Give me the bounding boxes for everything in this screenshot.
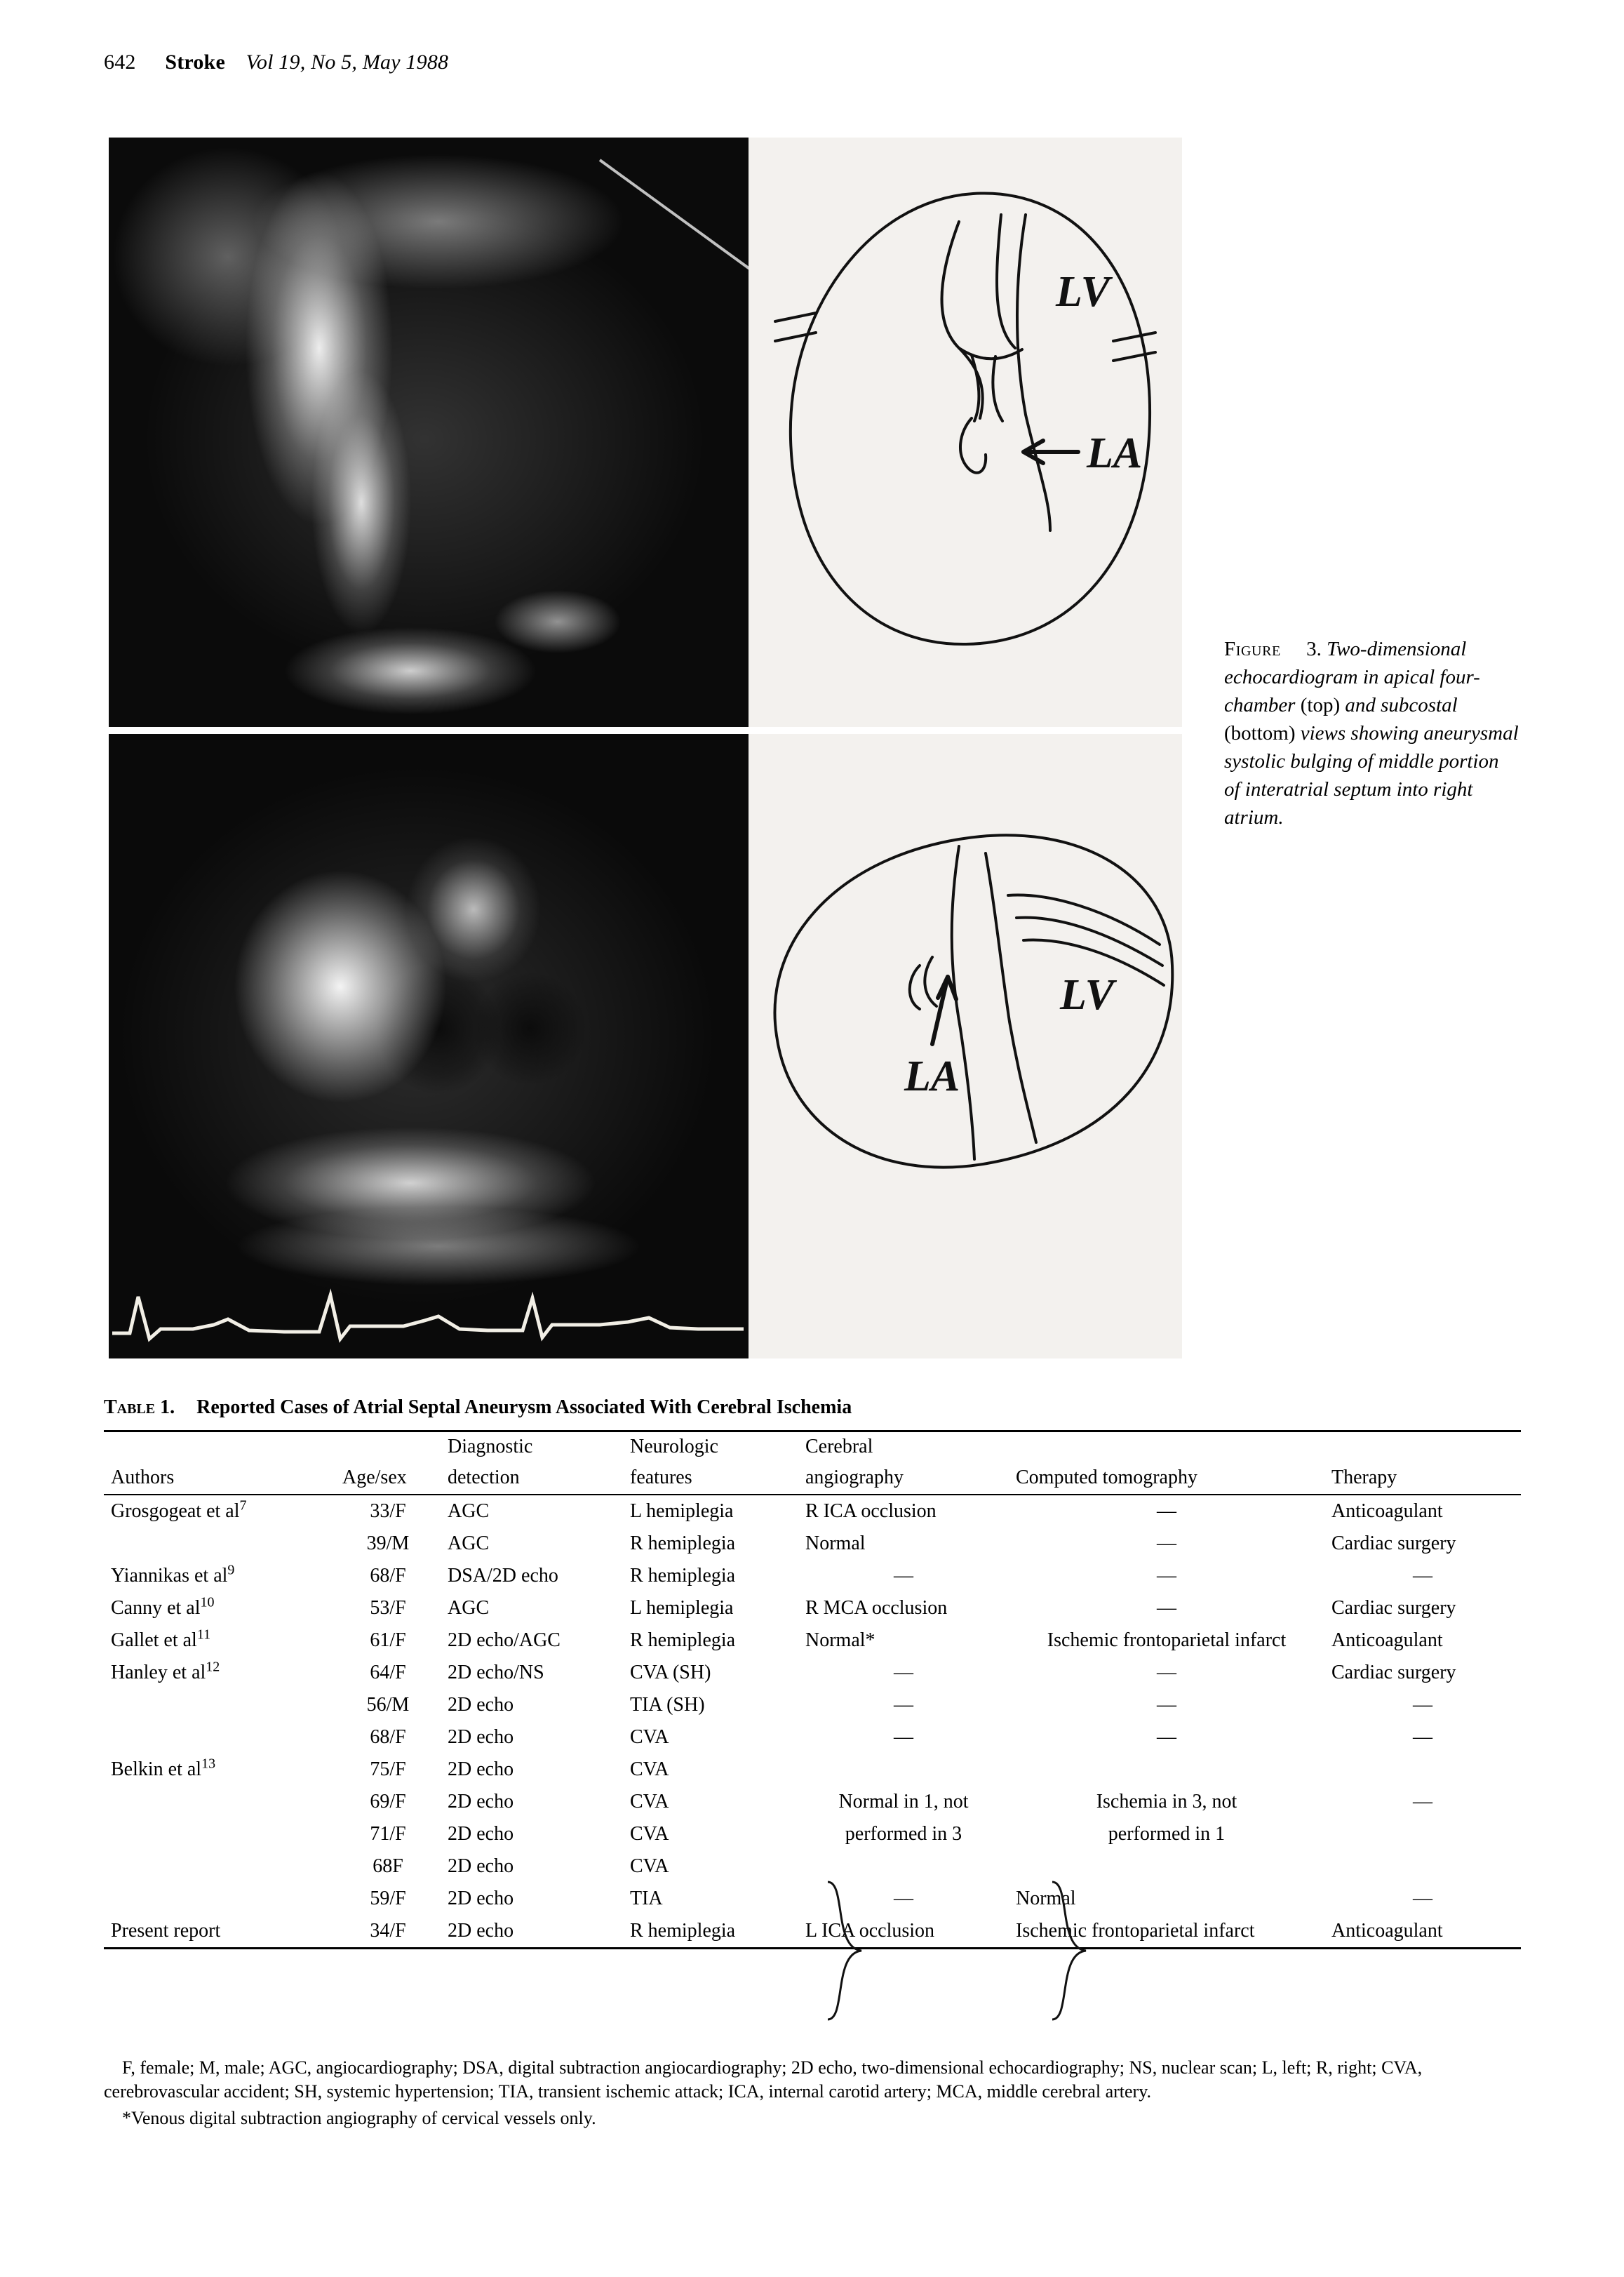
table-row xyxy=(104,1592,1521,1624)
cell-authors-text: Present report xyxy=(111,1920,221,1942)
figure-caption-bottom: (bottom) xyxy=(1224,722,1296,744)
cell-therapy: — xyxy=(1413,1694,1432,1716)
table-title-text: Reported Cases of Atrial Septal Aneurysm Associated With Cerebral Ischemia xyxy=(196,1396,852,1418)
th-spacer-ct xyxy=(1009,1431,1324,1464)
cell-authors xyxy=(104,1560,335,1592)
cell-therapy: — xyxy=(1413,1726,1432,1748)
th-neurologic-line1: Neurologic xyxy=(623,1431,798,1464)
cell-agesex: 53/F xyxy=(370,1597,406,1619)
ultrasound-speckle-texture-bottom xyxy=(109,734,749,1358)
cell-angio: Normal xyxy=(805,1533,866,1554)
th-cerebral-line2: angiography xyxy=(798,1463,1009,1495)
table-label: Table 1. xyxy=(104,1396,175,1418)
table-row xyxy=(104,1624,1521,1657)
cell-agesex: 68/F xyxy=(370,1565,406,1587)
th-neurologic-line2: features xyxy=(623,1463,798,1495)
cell-diagnostic: AGC xyxy=(448,1597,490,1619)
th-agesex: Age/sex xyxy=(335,1463,441,1495)
diagram-label-la-top: LA xyxy=(1087,429,1143,477)
cell-therapy: — xyxy=(1413,1791,1432,1812)
table-footnotes xyxy=(104,2056,1522,2130)
cell-agesex: 71/F xyxy=(370,1823,406,1845)
cell-therapy xyxy=(1324,1754,1521,1786)
table-row xyxy=(104,1786,1521,1818)
cell-angio: Normal* xyxy=(805,1629,875,1651)
th-authors: Authors xyxy=(104,1463,335,1495)
figure-panel-top xyxy=(109,138,1182,727)
table-row xyxy=(104,1754,1521,1786)
echocardiogram-subcostal xyxy=(109,734,749,1358)
cell-authors xyxy=(104,1818,335,1850)
cell-agesex: 68/F xyxy=(370,1726,406,1748)
cell-authors-text: Belkin et al xyxy=(111,1758,202,1780)
th-therapy: Therapy xyxy=(1324,1463,1521,1495)
cell-therapy xyxy=(1324,1850,1521,1883)
heart-diagram-subcostal-svg xyxy=(749,734,1182,1358)
cell-authors xyxy=(104,1915,335,1949)
cell-ct: — xyxy=(1157,1565,1176,1587)
cell-authors xyxy=(104,1689,335,1721)
cell-ct: — xyxy=(1157,1726,1176,1748)
cell-neuro: CVA xyxy=(630,1823,669,1845)
cell-angio: performed in 3 xyxy=(845,1823,962,1845)
page-number: 642 xyxy=(104,51,136,74)
cell-angio: R ICA occlusion xyxy=(805,1500,937,1522)
cell-agesex: 59/F xyxy=(370,1888,406,1909)
cell-diagnostic: 2D echo/NS xyxy=(448,1662,544,1683)
table-row xyxy=(104,1689,1521,1721)
cell-therapy: Anticoagulant xyxy=(1324,1915,1521,1949)
cell-angio: — xyxy=(894,1726,913,1748)
figure-caption-number: 3. xyxy=(1306,638,1322,660)
th-spacer-agesex xyxy=(335,1431,441,1464)
cell-therapy: Anticoagulant xyxy=(1331,1629,1443,1651)
cell-ct xyxy=(1009,1754,1324,1786)
ultrasound-speckle-texture xyxy=(109,138,749,727)
cell-diagnostic: 2D echo xyxy=(441,1915,623,1949)
cell-authors xyxy=(104,1592,335,1624)
cell-ct: performed in 1 xyxy=(1108,1823,1226,1845)
cell-diagnostic: 2D echo xyxy=(448,1758,514,1780)
cell-authors-text: Canny et al xyxy=(111,1597,201,1619)
cell-agesex: 39/M xyxy=(366,1533,410,1554)
cell-neuro: CVA xyxy=(630,1791,669,1812)
cell-neuro: CVA (SH) xyxy=(630,1662,711,1683)
cell-diagnostic: 2D echo xyxy=(448,1694,514,1716)
running-head xyxy=(104,51,448,74)
cell-authors xyxy=(104,1624,335,1657)
cell-neuro: L hemiplegia xyxy=(630,1597,734,1619)
cell-angio: L ICA occlusion xyxy=(798,1915,1009,1949)
ecg-trace xyxy=(109,1277,749,1354)
cell-ct: Ischemia in 3, not xyxy=(1096,1791,1237,1812)
cell-authors-ref: 10 xyxy=(200,1594,215,1610)
cell-angio: — xyxy=(894,1662,913,1683)
cell-authors xyxy=(104,1495,335,1528)
cell-agesex: 64/F xyxy=(370,1662,406,1683)
cell-agesex: 68F xyxy=(373,1855,403,1877)
diagram-label-lv-top: LV xyxy=(1056,268,1110,316)
figure-caption xyxy=(1224,635,1519,832)
table-row xyxy=(104,1528,1521,1560)
cell-neuro: CVA xyxy=(630,1726,669,1748)
th-spacer-authors xyxy=(104,1431,335,1464)
cell-angio xyxy=(798,1754,1009,1786)
cell-diagnostic: 2D echo xyxy=(448,1855,514,1877)
cell-angio xyxy=(798,1850,1009,1883)
cell-neuro: R hemiplegia xyxy=(630,1565,736,1587)
th-spacer-therapy xyxy=(1324,1431,1521,1464)
cell-authors-ref: 11 xyxy=(196,1627,211,1643)
cell-therapy: Anticoagulant xyxy=(1331,1500,1443,1522)
cell-diagnostic: AGC xyxy=(448,1500,490,1522)
heart-diagram-apical-svg xyxy=(749,138,1182,727)
cell-authors-ref: 13 xyxy=(201,1756,216,1772)
cell-neuro: CVA xyxy=(630,1758,669,1780)
cell-authors xyxy=(104,1883,335,1915)
heart-diagram-apical xyxy=(749,138,1182,727)
table-1 xyxy=(104,1430,1521,1949)
cell-neuro: TIA (SH) xyxy=(630,1694,705,1716)
cell-authors xyxy=(104,1786,335,1818)
table-1-title xyxy=(104,1396,852,1419)
footnote-star: *Venous digital subtraction angiography of cervical vessels only. xyxy=(122,2108,596,2128)
cell-neuro: R hemiplegia xyxy=(630,1629,736,1651)
cell-neuro: R hemiplegia xyxy=(630,1533,736,1554)
cell-therapy: Cardiac surgery xyxy=(1331,1533,1456,1554)
cell-ct: Normal xyxy=(1016,1888,1076,1909)
journal-issue: Vol 19, No 5, May 1988 xyxy=(246,51,449,74)
cell-authors xyxy=(104,1657,335,1689)
cell-authors-ref: 9 xyxy=(227,1562,235,1578)
table-row xyxy=(104,1657,1521,1689)
table-row xyxy=(104,1818,1521,1850)
heart-diagram-subcostal xyxy=(749,734,1182,1358)
cell-therapy: — xyxy=(1413,1888,1432,1909)
cell-therapy xyxy=(1324,1818,1521,1850)
cell-therapy: Cardiac surgery xyxy=(1331,1597,1456,1619)
table-row xyxy=(104,1883,1521,1915)
th-diagnostic-line2: detection xyxy=(441,1463,623,1495)
cell-authors-ref: 12 xyxy=(206,1659,220,1675)
cell-diagnostic: 2D echo xyxy=(448,1791,514,1812)
cell-neuro: L hemiplegia xyxy=(630,1500,734,1522)
table-row xyxy=(104,1495,1521,1528)
figure-caption-part-1: Two-dimensional echocardiogram in apical four-chamber xyxy=(1224,638,1480,716)
cell-therapy: Cardiac surgery xyxy=(1331,1662,1456,1683)
cell-agesex: 33/F xyxy=(370,1500,406,1522)
cell-therapy: — xyxy=(1413,1565,1432,1587)
cell-angio: — xyxy=(894,1694,913,1716)
cell-diagnostic: 2D echo/AGC xyxy=(448,1629,561,1651)
cell-angio: R MCA occlusion xyxy=(805,1597,948,1619)
cell-ct: — xyxy=(1157,1694,1176,1716)
diagram-label-la-bottom: LA xyxy=(904,1053,960,1100)
cell-neuro: R hemiplegia xyxy=(623,1915,798,1949)
figure-caption-part-2: and subcostal xyxy=(1340,694,1458,716)
figure-3 xyxy=(109,138,1182,1358)
th-diagnostic-line1: Diagnostic xyxy=(441,1431,623,1464)
cell-authors-text: Grosgogeat et al xyxy=(111,1500,240,1522)
cell-agesex: 56/M xyxy=(366,1694,410,1716)
cell-diagnostic: AGC xyxy=(448,1533,490,1554)
cell-ct: — xyxy=(1157,1597,1176,1619)
cell-authors-text: Gallet et al xyxy=(111,1629,197,1651)
cell-agesex: 61/F xyxy=(370,1629,406,1651)
th-computed-tomography: Computed tomography xyxy=(1009,1463,1324,1495)
journal-name: Stroke xyxy=(165,51,225,74)
cell-agesex: 75/F xyxy=(370,1758,406,1780)
cell-agesex: 69/F xyxy=(370,1791,406,1812)
table-row xyxy=(104,1721,1521,1754)
cell-angio: — xyxy=(894,1565,913,1587)
diagram-label-lv-bottom: LV xyxy=(1060,971,1114,1019)
cell-neuro: TIA xyxy=(630,1888,663,1909)
cell-ct: — xyxy=(1157,1662,1176,1683)
cell-authors-text: Hanley et al xyxy=(111,1662,206,1683)
cell-authors-text: Yiannikas et al xyxy=(111,1565,228,1587)
figure-caption-top: (top) xyxy=(1300,694,1341,716)
cell-neuro: CVA xyxy=(630,1855,669,1877)
cell-ct xyxy=(1009,1850,1324,1883)
footnote-abbreviations: F, female; M, male; AGC, angiocardiography; DSA, digital subtraction angiocardiography; 2D echo, two-dimensional echocardiography; NS, nuclear scan; L, left; R, right; CVA, cerebrovascular accident; SH, systemic hypertension; TIA, transient ischemic attack; ICA, internal carotid artery; MCA, middle cerebral artery. xyxy=(104,2057,1423,2102)
cell-ct: Ischemic frontoparietal infarct xyxy=(1009,1915,1324,1949)
cell-authors xyxy=(104,1754,335,1786)
table-row xyxy=(104,1560,1521,1592)
cell-angio: Normal in 1, not xyxy=(838,1791,969,1812)
cell-diagnostic: 2D echo xyxy=(448,1726,514,1748)
figure-caption-label: Figure xyxy=(1224,638,1281,660)
cell-diagnostic: DSA/2D echo xyxy=(448,1565,558,1587)
figure-caption-part-3: views showing aneurysmal systolic bulging of middle portion of interatrial septum into right atrium. xyxy=(1224,722,1519,829)
figure-panel-bottom xyxy=(109,734,1182,1358)
cell-ct: — xyxy=(1157,1500,1176,1522)
table-row xyxy=(104,1915,1521,1949)
cell-authors-ref: 7 xyxy=(239,1497,247,1514)
echocardiogram-apical-four-chamber xyxy=(109,138,749,727)
cell-diagnostic: 2D echo xyxy=(448,1888,514,1909)
cell-angio: — xyxy=(894,1888,913,1909)
cell-agesex: 34/F xyxy=(335,1915,441,1949)
table-row xyxy=(104,1850,1521,1883)
cell-authors xyxy=(104,1850,335,1883)
cell-authors xyxy=(104,1721,335,1754)
cell-diagnostic: 2D echo xyxy=(448,1823,514,1845)
cell-ct: Ischemic frontoparietal infarct xyxy=(1047,1629,1287,1651)
cell-authors xyxy=(104,1528,335,1560)
th-cerebral-line1: Cerebral xyxy=(798,1431,1009,1464)
cell-ct: — xyxy=(1157,1533,1176,1554)
